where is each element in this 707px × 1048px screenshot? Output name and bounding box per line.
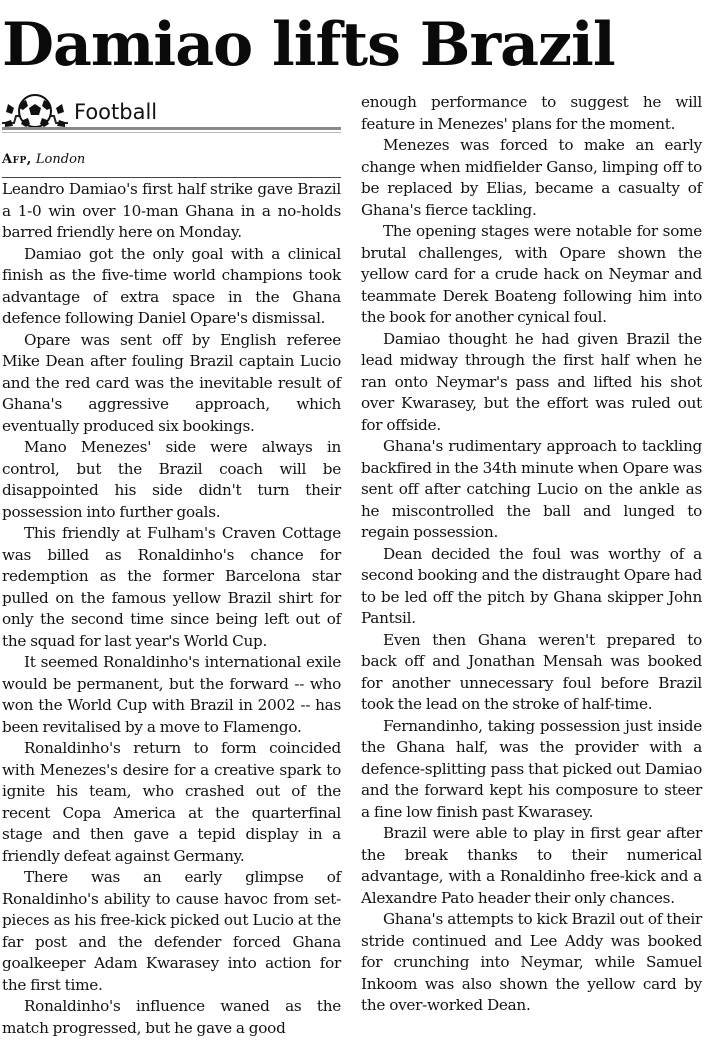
article-paragraph: Ronaldinho's influence waned as the match progressed, but he gave a good — [2, 997, 341, 1037]
article-paragraph: Fernandinho, taking possession just inside the Ghana half, was the provider with a defence-splitting pass that picked out Damiao and the forward kept his composure to steer a fine low finish past Kwarasey. — [361, 716, 702, 821]
byline-agency: Afp, — [2, 152, 32, 167]
article-paragraph: Ghana's rudimentary approach to tackling backfired in the 34th minute when Opare was sent off after catching Lucio on the ankle as he miscontrolled the ball and lunged to regain possession. — [361, 437, 702, 541]
byline — [2, 149, 341, 171]
article-column-left — [2, 179, 341, 1039]
article-paragraph: Dean decided the foul was worthy of a second booking and the distraught Opare had to be led off the pitch by Ghana skipper John Pantsil. — [361, 544, 702, 627]
article-paragraph: Brazil were able to play in first gear after the break thanks to their numerical advantage, with a Ronaldinho free-kick and a Alexandre Pato header their only chances. — [361, 824, 702, 907]
section-label: Football — [74, 100, 158, 124]
football-icon — [2, 94, 68, 130]
article-paragraph: It seemed Ronaldinho's international exile would be permanent, but the forward -- who won the World Cup with Brazil in 2002 -- has been revitalised by a move to Flamengo. — [2, 653, 341, 736]
article-paragraph: Opare was sent off by English referee Mike Dean after fouling Brazil captain Lucio and the red card was the inevitable result of Ghana's aggressive approach, which eventually produced six bookings. — [2, 330, 341, 435]
article-paragraph: enough performance to suggest he will feature in Menezes' plans for the moment. — [361, 93, 702, 133]
section-rule-thin — [2, 132, 341, 133]
article-paragraph: Leandro Damiao's first half strike gave Brazil a 1-0 win over 10-man Ghana in a no-holds barred friendly here on Monday. — [2, 180, 341, 241]
article-paragraph: Damiao got the only goal with a clinical finish as the five-time world champions took advantage of extra space in the Ghana defence following Daniel Opare's dismissal. — [2, 244, 341, 327]
article-paragraph: Damiao thought he had given Brazil the lead midway through the first half when he ran onto Neymar's pass and lifted his shot over Kwarasey, but the effort was ruled out for offside. — [361, 329, 702, 434]
byline-rule — [2, 177, 341, 178]
section-header — [2, 94, 341, 134]
headline: Damiao lifts Brazil — [2, 10, 615, 80]
article-paragraph: Ronaldinho's return to form coincided with Menezes's desire for a creative spark to ignite his team, who crashed out of the recent Copa America at the quarterfinal stage and then gave a tepid display in a friendly defeat against Germany. — [2, 739, 341, 865]
section-rule — [2, 127, 341, 130]
article-column-right — [361, 92, 702, 1017]
byline-location: London — [35, 152, 86, 167]
article-paragraph: Even then Ghana weren't prepared to back off and Jonathan Mensah was booked for another unnecessary foul before Brazil took the lead on the stroke of half-time. — [361, 630, 702, 713]
article-paragraph: There was an early glimpse of Ronaldinho's ability to cause havoc from set-pieces as his free-kick picked out Lucio at the far post and the defender forced Ghana goalkeeper Adam Kwarasey into action for the first time. — [2, 868, 341, 994]
article-paragraph: Mano Menezes' side were always in control, but the Brazil coach will be disappointed his side didn't turn their possession into further goals. — [2, 438, 341, 521]
article-paragraph: Ghana's attempts to kick Brazil out of their stride continued and Lee Addy was booked for crunching into Neymar, while Samuel Inkoom was also shown the yellow card by the over-worked Dean. — [361, 910, 702, 1014]
article-paragraph: This friendly at Fulham's Craven Cottage was billed as Ronaldinho's chance for redemption as the former Barcelona star pulled on the famous yellow Brazil shirt for only the second time since being left out of the squad for last year's World Cup. — [2, 524, 341, 650]
article-paragraph: The opening stages were notable for some brutal challenges, with Opare shown the yellow card for a crude hack on Neymar and teammate Derek Boateng following him into the book for another cynical foul. — [361, 222, 702, 326]
article-paragraph: Menezes was forced to make an early change when midfielder Ganso, limping off to be replaced by Elias, became a casualty of Ghana's fierce tackling. — [361, 136, 702, 219]
